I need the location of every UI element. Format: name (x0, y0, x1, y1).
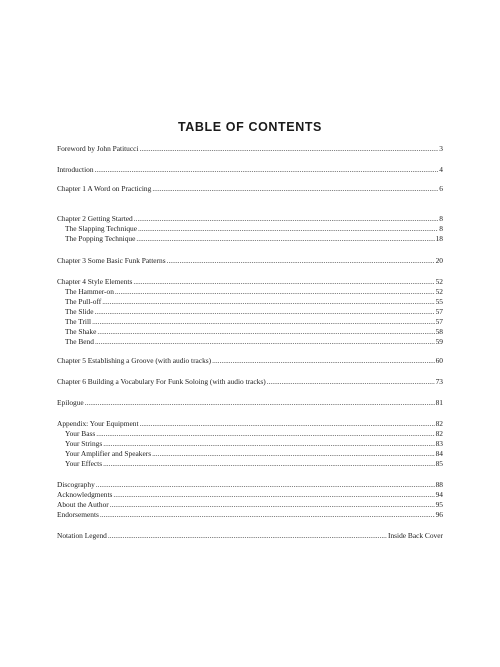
dot-leader (167, 256, 435, 266)
dot-leader (136, 234, 434, 244)
toc-entry-label: Notation Legend (57, 531, 107, 540)
toc-subentry (57, 459, 443, 469)
dot-leader (212, 356, 434, 366)
toc-entry-page: Inside Back Cover (387, 531, 443, 540)
dot-leader (152, 184, 438, 194)
toc-entry-page: 88 (435, 480, 443, 489)
toc-entry-label: The Slapping Technique (65, 224, 138, 233)
toc-entry-label: Introduction (57, 165, 94, 174)
dot-leader (134, 214, 439, 224)
dot-leader (152, 449, 435, 459)
toc-entry-page: 18 (435, 234, 443, 243)
toc-subentry (57, 307, 443, 317)
toc-entry (57, 377, 443, 387)
toc-subentry (57, 429, 443, 439)
toc-entry (57, 500, 443, 510)
toc-entry-page: 55 (435, 297, 443, 306)
toc-entry-label: Endorsements (57, 510, 99, 519)
toc-entry-page: 8 (439, 214, 443, 223)
toc-entry-page: 20 (435, 256, 443, 265)
toc-entry-label: Your Effects (65, 459, 103, 468)
toc-subentry (57, 439, 443, 449)
toc-entry-page: 81 (435, 398, 443, 407)
dot-leader (133, 277, 434, 287)
toc-entry-page: 52 (435, 287, 443, 296)
page-title: TABLE OF CONTENTS (178, 120, 322, 134)
toc-entry (57, 277, 443, 287)
toc-entry (57, 398, 443, 408)
dot-leader (108, 531, 387, 541)
toc-entry-label: Discography (57, 480, 95, 489)
toc-entry-page: 83 (435, 439, 443, 448)
toc-entry-label: The Bend (65, 337, 94, 346)
toc-entry-page: 82 (435, 419, 443, 428)
toc-entry-page: 59 (435, 337, 443, 346)
toc-entry (57, 510, 443, 520)
toc-subentry (57, 337, 443, 347)
toc-entry-label: Epilogue (57, 398, 84, 407)
toc-subentry (57, 224, 443, 234)
toc-subentry (57, 234, 443, 244)
dot-leader (140, 419, 435, 429)
toc-entry-label: The Pull-off (65, 297, 102, 306)
toc-entry-page: 57 (435, 317, 443, 326)
toc-subentry (57, 287, 443, 297)
toc-entry-label: Chapter 1 A Word on Practicing (57, 184, 152, 193)
toc-entry (57, 214, 443, 224)
toc-entry-page: 82 (435, 429, 443, 438)
toc-entry-label: Chapter 3 Some Basic Funk Patterns (57, 256, 166, 265)
dot-leader (95, 165, 439, 175)
toc-entry-page: 60 (435, 356, 443, 365)
toc-subentry (57, 297, 443, 307)
toc-entry-page: 6 (439, 184, 443, 193)
toc-entry-page: 85 (435, 459, 443, 468)
toc-entry-label: The Slide (65, 307, 94, 316)
toc-entry-label: Your Amplifier and Speakers (65, 449, 152, 458)
toc-entry (57, 419, 443, 429)
toc-subentry (57, 327, 443, 337)
toc-entry (57, 165, 443, 175)
toc-entry-label: Foreword by John Patitucci (57, 144, 139, 153)
toc-entry-label: About the Author (57, 500, 109, 509)
toc-entry-label: Chapter 5 Establishing a Groove (with audio tracks) (57, 356, 212, 365)
dot-leader (96, 480, 435, 490)
toc-entry-label: Your Bass (65, 429, 96, 438)
toc-entry (57, 184, 443, 194)
toc-entry-label: Chapter 4 Style Elements (57, 277, 133, 286)
dot-leader (85, 398, 435, 408)
toc-entry-page: 4 (439, 165, 443, 174)
toc-entry-label: Your Strings (65, 439, 103, 448)
toc-entry-label: The Hammer-on (65, 287, 114, 296)
toc-entry-page: 95 (435, 500, 443, 509)
dot-leader (100, 510, 435, 520)
toc-entry-label: The Popping Technique (65, 234, 136, 243)
toc-entry-page: 73 (435, 377, 443, 386)
toc-entry (57, 490, 443, 500)
toc-entry-label: Acknowledgments (57, 490, 113, 499)
toc-entry (57, 256, 443, 266)
dot-leader (102, 297, 434, 307)
dot-leader (103, 439, 434, 449)
dot-leader (138, 224, 438, 234)
dot-leader (95, 307, 435, 317)
toc-entry-label: Chapter 6 Building a Vocabulary For Funk Soloing (with audio tracks) (57, 377, 266, 386)
toc-subentry (57, 317, 443, 327)
dot-leader (110, 500, 435, 510)
toc-entry-label: Appendix: Your Equipment (57, 419, 139, 428)
dot-leader (140, 144, 439, 154)
dot-leader (92, 317, 435, 327)
dot-leader (97, 327, 434, 337)
dot-leader (115, 287, 435, 297)
toc-entry-page: 3 (439, 144, 443, 153)
toc-entry-page: 52 (435, 277, 443, 286)
dot-leader (96, 429, 434, 439)
toc-entry-page: 84 (435, 449, 443, 458)
dot-leader (103, 459, 435, 469)
toc-entry-label: The Trill (65, 317, 92, 326)
toc-entry-page: 8 (439, 224, 443, 233)
toc-entry-page: 57 (435, 307, 443, 316)
toc-entry-label: Chapter 2 Getting Started (57, 214, 133, 223)
toc-subentry (57, 449, 443, 459)
toc-entry (57, 356, 443, 366)
dot-leader (95, 337, 435, 347)
toc-entry-label: The Shake (65, 327, 97, 336)
dot-leader (113, 490, 434, 500)
toc-entry (57, 144, 443, 154)
toc-entry-page: 94 (435, 490, 443, 499)
dot-leader (267, 377, 435, 387)
toc-entry (57, 480, 443, 490)
toc-entry-page: 96 (435, 510, 443, 519)
toc-entry-page: 58 (435, 327, 443, 336)
toc-entry (57, 531, 443, 541)
